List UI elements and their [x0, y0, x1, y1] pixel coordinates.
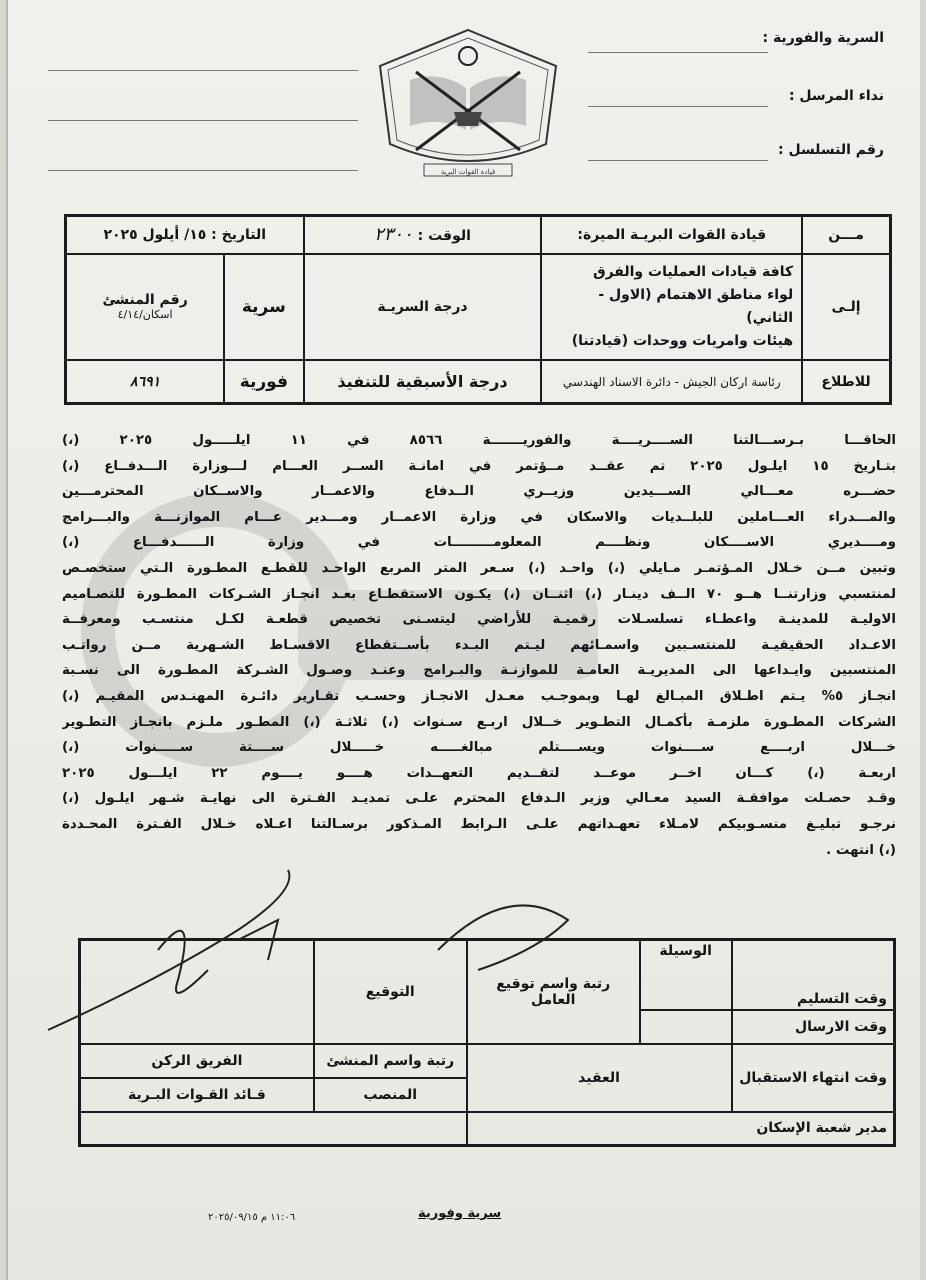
from-label: مـــن — [802, 216, 890, 254]
body-line: وتبين مــن خـلال المـؤتمـر مـايلي (،) واحـد (،) سـعر المتر المربع الواحـد للقطـع المطـورة الـتي ستخصـص — [62, 560, 896, 576]
land-forces-emblem-icon — [370, 26, 566, 190]
originator-no-label: رقم المنشئ — [102, 292, 188, 309]
body-line: والمـــدراء العـــاملين للبلــديات والاسكان في وزارة الاعمــار ومـــدير عـــام الموازنـــة والبـــرامج — [62, 509, 896, 525]
originator-no-cell — [66, 254, 225, 360]
serial-rule — [588, 160, 768, 161]
document-sheet — [6, 0, 920, 1280]
position-value: قـائد القـوات البـرية — [80, 1078, 314, 1112]
body-line: حضـــره معـــالي الســـيدين وزيــري الــدفاع والاعمــار والاســكان المحترمـــين — [62, 484, 896, 500]
left-rule-1 — [48, 70, 358, 71]
footer-timestamp: ١١:٠٦ م ٢٠٢٥/٠٩/١٥ — [208, 1212, 296, 1223]
to-recipients — [541, 254, 802, 360]
to-line-3: هيئات وامريات ووحدات (قيادتنا) — [571, 332, 794, 349]
delivery-time-label: وقت التسليم — [732, 940, 895, 1010]
rank-value: العقيد — [578, 1069, 620, 1086]
left-rule-3 — [48, 170, 358, 171]
signature-box — [80, 940, 314, 1044]
body-line: الاعـداد الحقيقيـة للمنتسـبين واسمـائهم ليـتم البـدء بأســتقطاع الاقسـاط الشـهرية مــن رواتـب — [62, 637, 896, 653]
message-header-table — [64, 214, 892, 405]
time-cell — [304, 216, 542, 254]
signature-table — [78, 938, 896, 1147]
body-line: خـــلال اربــــع ســــنوات ويســــتلم مبالغـــــه خـــــلال ســــتة ســـــنوات (،) — [62, 740, 896, 756]
priority-label: درجة الأسبقية للتنفيذ — [304, 360, 542, 404]
rank-cell — [467, 1044, 732, 1112]
info-value: رئاسة اركان الجيش - دائرة الاسناد الهندسي — [541, 360, 802, 404]
body-line: الحاقـــا بـرســـالتنا الســــريــــة والفوريـــــــة ٨٥٦٦ في ١١ ايلـــــول ٢٠٢٥ (،) — [62, 433, 896, 448]
classification-rule — [588, 52, 768, 53]
message-body — [62, 428, 896, 863]
serial-label: رقم التسلسل : — [777, 142, 884, 158]
signature-label: التوقيع — [314, 940, 467, 1044]
left-rule-2 — [48, 120, 358, 121]
originator-rank-value: الفريق الركن — [80, 1044, 314, 1078]
worker-label: رتبة واسم توقيع العامل — [467, 940, 640, 1044]
call-sign-label: نداء المرسل : — [788, 88, 884, 104]
priority-number: ٨٦٩١ — [66, 360, 225, 404]
body-line: اربعـة (،) كـــان اخــر موعــد لتقــديم التعهــدات هــــو يــــوم ٢٢ ايلـــول ٢٠٢٥ — [62, 765, 896, 781]
from-value: قيادة القوات البريـة الميرة: — [541, 216, 802, 254]
medium-label: الوسيلة — [640, 940, 732, 1010]
body-line: بتـاريخ ١٥ ايلـول ٢٠٢٥ تم عقــد مــؤتمر في امانـة الســر العـــام لـــوزارة الـــدفــاع (،) — [62, 458, 896, 474]
body-line: الشركات المطـورة ملزمـة بأكمـال التطـوير خــلال اربـع سـنوات (،) ثلاثـة (،) المطـور ملـزم بانجـاز التطـوير — [62, 714, 896, 730]
info-label: للاطلاع — [802, 360, 890, 404]
time-value: ٢٣٠٠ — [374, 224, 413, 246]
medium-empty — [640, 1010, 732, 1044]
body-line: الاوليـة للمدينـة واعطـاء تسلسـلات رقميـة للأراضي ليتسـنى تخصيص قطعـة لكـل منتسـب ومعرفــة — [62, 612, 896, 628]
date-value: التاريخ : ١٥/ أيلول ٢٠٢٥ — [66, 216, 304, 254]
body-line-final: (،) انتهت . — [826, 842, 896, 858]
call-sign-rule — [588, 106, 768, 107]
emblem-caption: قيادة القوات البرية — [440, 168, 496, 176]
time-label: الوقت : — [417, 228, 471, 245]
send-time-label: وقت الارسال — [732, 1010, 895, 1044]
position-label: المنصب — [314, 1078, 467, 1112]
secrecy-degree-label: درجة السريـة — [304, 254, 542, 360]
to-label: إلـى — [802, 254, 890, 360]
receipt-end-label: وقت انتهاء الاستقبال — [732, 1044, 895, 1112]
classification-label: السرية والفورية : — [762, 30, 884, 46]
body-line: وقـد حصـلت موافقـة السيد معـالي وزير الـدفاع المحترم علـى تمديـد الفـترة الى نهايـة شـهر ايلـول (،) — [62, 791, 896, 807]
body-line: انجـاز ٥% يـتم اطـلاق المبـالغ لهـا وبموجـب معـدل الانجـاز وحسـب تقـارير دائـرة المهنـدس المقيـم (،) — [62, 688, 896, 704]
body-line: نرجـو تبليـغ منسـوبيكم لامـلاء تعهـداتهم علـى الـرابط المـذكور برسـالتنا اعـلاه خـلال الفـترة المحـددة — [62, 816, 896, 832]
originator-rank-label: رتبة واسم المنشئ — [314, 1044, 467, 1078]
body-line: ومــــديري الاســــكان ونظــــم المعلومـــــــــات في وزارة الــــــدفـــاع (،) — [62, 535, 896, 551]
bottom-empty — [80, 1112, 467, 1146]
to-line-1: كافة قيادات العمليات والفرق — [593, 263, 794, 280]
to-line-2: لواء مناطق الاهتمام (الاول - الثاني) — [598, 286, 794, 326]
originator-no-value: اسكان/٤/١٤ — [117, 308, 173, 322]
priority-value: فورية — [224, 360, 303, 404]
footer-classification: سرية وفورية — [418, 1206, 502, 1221]
secrecy-degree-value: سرية — [224, 254, 303, 360]
body-line: لمنتسبي وزارتنــا هــو ٧٠ الــف دينـار (،) اثنــان (،) يكـون الاستقطـاع بعـد انجـاز الشـركات المطـورة للتصـاميم — [62, 586, 896, 602]
housing-director: مدير شعبة الإسكان — [467, 1112, 895, 1146]
body-line: المنتسبين وايـداعها الى المديريـة العامـة للموازنـة والبـرامج وعنـد وصـول الشـركة المطـورة الى نسـبة — [62, 663, 896, 679]
